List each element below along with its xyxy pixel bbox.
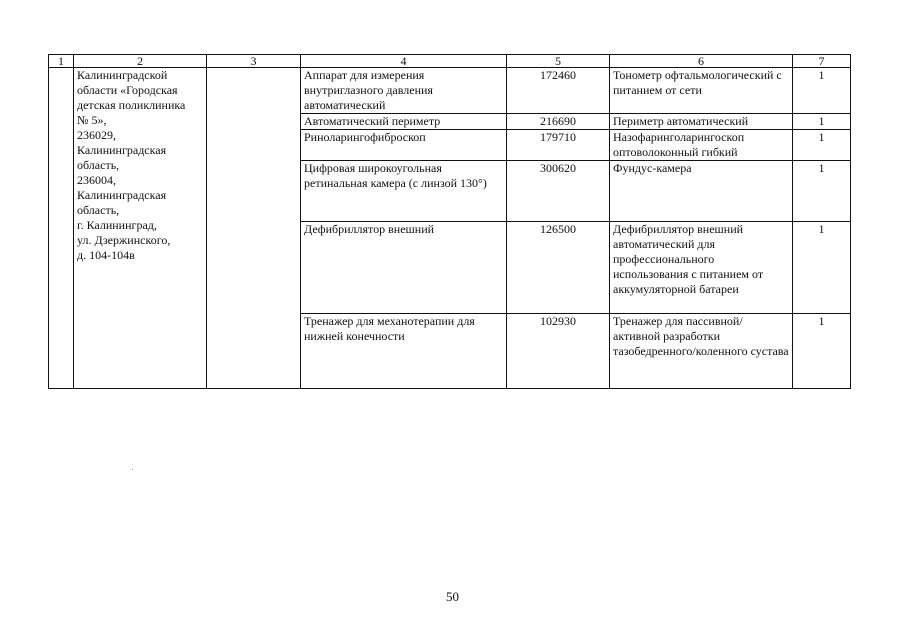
header-col-5: 5 <box>507 55 610 68</box>
equipment-code-cell: 126500 <box>507 222 610 314</box>
equipment-name-cell: Дефибриллятор внешний <box>301 222 507 314</box>
equipment-type-cell: Тренажер для пассивной/активной разработки тазобедренного/коленного сустава <box>610 314 793 389</box>
equipment-code-cell: 300620 <box>507 161 610 222</box>
header-col-6: 6 <box>610 55 793 68</box>
equipment-type-cell: Тонометр офтальмологический с питанием от сети <box>610 68 793 114</box>
equipment-quantity-cell: 1 <box>793 130 851 161</box>
equipment-name-cell: Цифровая широкоугольная ретинальная камера (с линзой 130°) <box>301 161 507 222</box>
scan-speck <box>132 469 133 470</box>
equipment-table <box>48 54 851 389</box>
equipment-code-cell: 102930 <box>507 314 610 389</box>
equipment-code-cell: 216690 <box>507 114 610 130</box>
equipment-type-cell: Фундус-камера <box>610 161 793 222</box>
equipment-name-cell: Автоматический периметр <box>301 114 507 130</box>
equipment-quantity-cell: 1 <box>793 68 851 114</box>
equipment-type-cell: Периметр автоматический <box>610 114 793 130</box>
equipment-quantity-cell: 1 <box>793 114 851 130</box>
equipment-code-cell: 172460 <box>507 68 610 114</box>
equipment-quantity-cell: 1 <box>793 161 851 222</box>
page-number: 50 <box>446 589 459 604</box>
header-col-4: 4 <box>301 55 507 68</box>
equipment-type-cell: Назофаринголарингоскоп оптоволоконный гибкий <box>610 130 793 161</box>
equipment-name-cell: Риноларингофиброскоп <box>301 130 507 161</box>
equipment-name-cell: Тренажер для механотерапии для нижней конечности <box>301 314 507 389</box>
organization-address-cell: Калининградской области «Городская детская поликлиника № 5», 236029, Калининградская область, 236004, Калининградская область, г. Калининград, ул. Дзержинского, д. 104-104в <box>74 68 207 389</box>
table-row <box>49 68 851 114</box>
table-header-row <box>49 55 851 68</box>
equipment-quantity-cell: 1 <box>793 222 851 314</box>
header-col-7: 7 <box>793 55 851 68</box>
header-col-3: 3 <box>207 55 301 68</box>
equipment-quantity-cell: 1 <box>793 314 851 389</box>
header-col-2: 2 <box>74 55 207 68</box>
equipment-type-cell: Дефибриллятор внешний автоматический для профессионального использования с питанием от аккумуляторной батареи <box>610 222 793 314</box>
header-col-1: 1 <box>49 55 74 68</box>
equipment-name-cell: Аппарат для измерения внутриглазного давления автоматический <box>301 68 507 114</box>
equipment-code-cell: 179710 <box>507 130 610 161</box>
empty-column-3-cell <box>207 68 301 389</box>
row-number-cell <box>49 68 74 389</box>
